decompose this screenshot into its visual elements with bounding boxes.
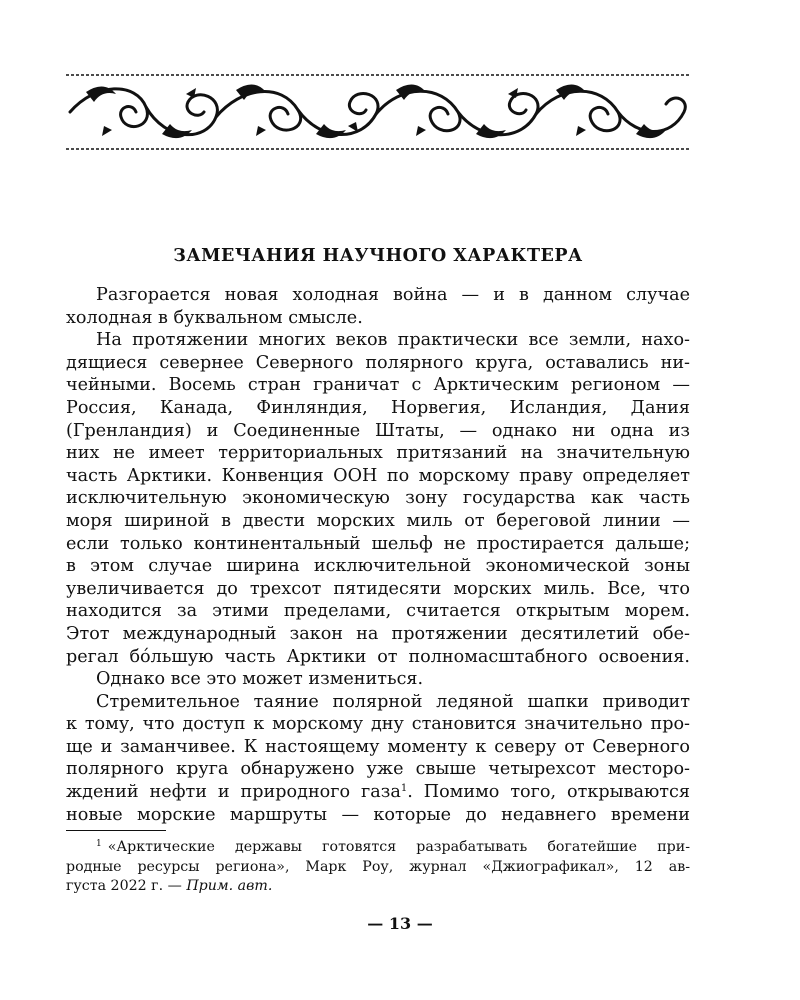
paragraph-line-with-footnote (66, 781, 690, 804)
paragraph-line: Этот международный закон на протяжении десятилетий обе- (66, 623, 690, 644)
footnote-divider (66, 830, 166, 831)
paragraph-line: них не имеет территориальных притязаний на значительную (66, 443, 690, 464)
paragraph-line: находится за этими пределами, считается открытым морем. (66, 601, 690, 622)
footnote-line (66, 838, 690, 858)
paragraph-line: Стремительное таяние полярной ледяной шапки приводит (96, 691, 690, 712)
paragraph-line: ще и заманчивее. К настоящему моменту к северу от Северного (66, 736, 690, 757)
footnote-line: родные ресурсы региона», Марк Роу, журнал «Джиографикал», 12 ав- (66, 858, 690, 875)
paragraph-line: увеличивается до трехсот пятидесяти морских миль. Все, что (66, 578, 690, 599)
paragraph-line: (Гренландия) и Соединенные Штаты, — однако ни одна из (66, 420, 690, 441)
footnote-text: «Арктические державы готовятся разрабатывать богатейшие при- (107, 839, 690, 855)
paragraph-line: Однако все это может измениться. (96, 669, 424, 690)
footnote-author-note: Прим. авт. (186, 878, 273, 894)
paragraph-line: Россия, Канада, Финляндия, Норвегия, Исландия, Дания (66, 397, 690, 418)
paragraph-line: новые морские маршруты — которые до недавнего времени (66, 804, 690, 825)
paragraph-line-part: . Помимо того, открываются (407, 782, 690, 803)
footnote-line (66, 877, 690, 897)
paragraph-line: часть Арктики. Конвенция ООН по морскому праву определяет (66, 465, 690, 486)
paragraph-line: Разгорается новая холодная война — и в данном случае (96, 285, 690, 305)
paragraph-line: исключительную экономическую зону государства как часть (66, 488, 690, 509)
chapter-title: ЗАМЕЧАНИЯ НАУЧНОГО ХАРАКТЕРА (173, 246, 583, 266)
paragraph-line-part: ждений нефти и природного газа (66, 782, 401, 803)
paragraph-line: полярного круга обнаружено уже свыше четырехсот месторо- (66, 759, 690, 780)
body-text (66, 284, 690, 826)
footnote-reference: 1 (400, 783, 408, 795)
paragraph-line: регал бóльшую часть Арктики от полномасштабного освоения. (66, 646, 690, 667)
paragraph-line: в этом случае ширина исключительной экономической зоны (66, 556, 690, 577)
paragraph-line: На протяжении многих веков практически все земли, нахо- (96, 330, 690, 351)
paragraph-line: к тому, что доступ к морскому дну становится значительно про- (66, 714, 690, 735)
paragraph-line: чейными. Восемь стран граничат с Арктическим регионом — (66, 375, 690, 396)
footnote-text: густа 2022 г. — (66, 878, 187, 894)
paragraph-line: дящиеся севернее Северного полярного круга, оставались ни- (66, 352, 690, 373)
paragraph-line: если только континентальный шельф не простирается дальше; (66, 533, 690, 554)
paragraph-line: моря шириной в двести морских миль от береговой линии — (66, 510, 690, 531)
page-number: — 13 — (367, 914, 433, 933)
footnote-marker: 1 (96, 839, 102, 849)
decorative-header-ornament (66, 72, 690, 152)
paragraph-line: холодная в буквальном смысле. (66, 307, 363, 328)
footnote (66, 838, 690, 897)
